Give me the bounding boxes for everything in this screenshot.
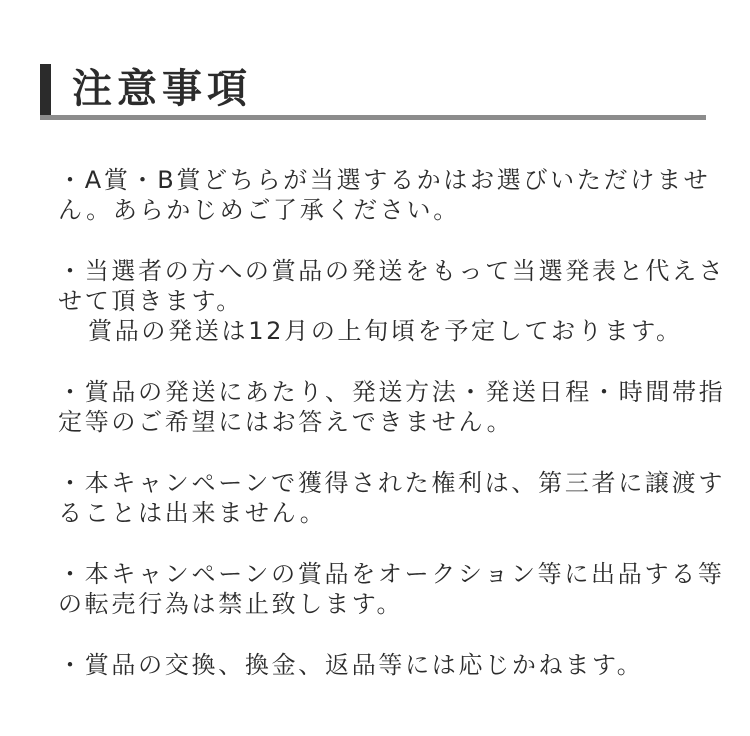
note-item-resale-prohibited — [58, 559, 725, 619]
note-item-rights-transfer — [58, 468, 726, 528]
note-line: ・賞品の交換、換金、返品等には応じかねます。 — [58, 651, 644, 679]
note-line: の転売行為は禁止致します。 — [58, 590, 404, 618]
note-line: ・当選者の方への賞品の発送をもって当選発表と代えさ — [58, 257, 726, 285]
note-line: 定等のご希望にはお答えできません。 — [58, 408, 514, 436]
note-line: ・賞品の発送にあたり、発送方法・発送日程・時間帯指 — [58, 378, 726, 406]
note-line: 賞品の発送は12月の上旬頃を予定しております。 — [88, 317, 683, 345]
note-item-no-exchange — [58, 650, 722, 680]
heading-accent-bar — [40, 64, 51, 120]
note-item-lottery-choice — [58, 165, 722, 225]
page-title: 注意事項 — [72, 66, 252, 112]
note-item-shipping-announcement — [58, 256, 726, 346]
note-line: ・本キャンペーンの賞品をオークション等に出品する等 — [58, 560, 725, 588]
heading-underline — [40, 115, 706, 120]
note-line: せて頂きます。 — [58, 287, 243, 315]
note-line: ん。あらかじめご了承ください。 — [58, 196, 460, 224]
note-line: ることは出来ません。 — [58, 499, 327, 527]
note-line: ・本キャンペーンで獲得された権利は、第三者に譲渡す — [58, 469, 726, 497]
note-item-shipping-requests — [58, 377, 726, 437]
section-heading — [40, 64, 706, 122]
note-line: ・A賞・B賞どちらが当選するかはお選びいただけませ — [58, 166, 711, 194]
notes-list — [58, 165, 726, 711]
